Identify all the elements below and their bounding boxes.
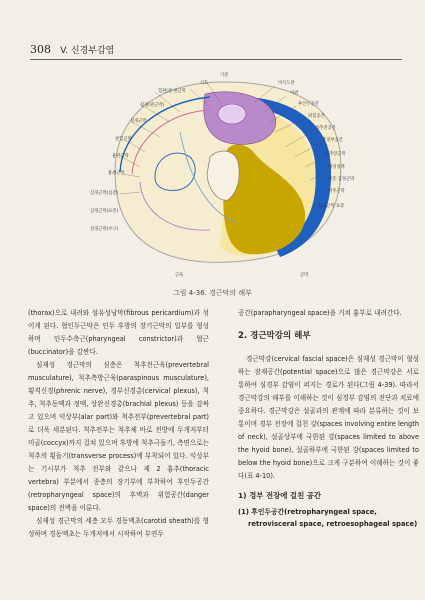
label-bot1: 근육 bbox=[175, 273, 184, 278]
label-right6: 측경부공간 bbox=[322, 138, 343, 143]
label-right5: 척추전공간 bbox=[315, 126, 336, 131]
label-right7: 척추앞근막 bbox=[325, 152, 346, 157]
right-paragraph-top: 공간(parapharyngeal space)을 거쳐 흉부로 내려간다. bbox=[238, 309, 402, 317]
label-right10: 척추근막 bbox=[328, 189, 345, 194]
left-paragraph-2: 심재성 경근막의 심층은 척추전근육(prevertebral musculature), 척추측방근육(paraspinous musculature), 횡격신경(phrenic nerve), 경부신경총(cervical plexus), 척추, 척추동맥과 정맥, 상완신경총(brachial plexus) 등을 감싸고 있으며 익상부(alar part)와 척추전부(prevertebral part)로 더욱 세분된다. 척추전부는 척추체 바로 전방에 두개저부터 미골(coccyx)까지 걸쳐 있으며 후방에 척추극돌기, 측면으로는 척추의 횡돌기(transverse process)에 부착되어 있다. 익상부는 기시부가 척추 전부와 같으나 제 2 흉추(thoracic vertebra) 부분에서 종층의 장기부에 부착하여 후인두공간(retropharyngeal space)의 후벽과 위험공간(danger space)의 전벽을 이룬다. bbox=[28, 361, 209, 512]
section-title: V. 신경부갑염 bbox=[60, 46, 115, 56]
label-left6: 흉쇄근막 bbox=[108, 171, 125, 176]
item-line-1: (1) 후인두공간(retropharyngeal space, bbox=[238, 508, 377, 516]
item-line-2: retrovisceral space, retroesophageal space) bbox=[248, 520, 418, 528]
running-header bbox=[30, 43, 402, 60]
left-paragraph-1: (thorax)으로 내려와 섬유성낭막(fibrous pericardium)과 섞이게 된다. 협인두근막은 인두 후방의 장기근막의 일부를 형성하며 인두수축근(pharyngeal constrictor)과 협근(buccinator)을 감싼다. bbox=[28, 309, 209, 356]
figure-caption: 그림 4-36. 경근막의 해부 bbox=[173, 289, 252, 297]
label-left8: 심경근막(표층) bbox=[90, 209, 119, 214]
label-right4: 위험공간 bbox=[308, 114, 325, 119]
label-right3: 후인두공간 bbox=[298, 102, 319, 107]
right-paragraph-body: 경근막강(cervical fascial space)은 심재성 경근막이 형성하는 잠재공간(potential space)으로 많은 경근막강은 서로 통하여 심경부 감염이 퍼지는 경로가 된다(그림 4-39). 따라서 경근막강의 해부를 이해하는 것이 심경부 감염의 진단과 치료에 중요하다. 경근막강은 설골과의 관계에 따라 분류하는 것이 보통이며 경부 전장에 걸친 강(spaces involving entire length of neck), 설골상부에 국한된 강(spaces limited to above the hyoid bone), 설골하부에 국한된 강(spaces limited to below the hyoid bone)으로 크게 구분하여 이해하는 것이 좋다(표 4-10). bbox=[238, 355, 419, 480]
label-left5: 흉관근막 bbox=[112, 154, 129, 159]
label-top1: 기관 bbox=[220, 73, 229, 78]
label-bot2: 근막 bbox=[300, 273, 309, 278]
label-left9: 설경근막(수구) bbox=[90, 227, 119, 232]
label-right2: 이관 bbox=[290, 91, 299, 96]
label-right9: 천층 심경근막 bbox=[328, 177, 355, 182]
right-column bbox=[238, 307, 419, 530]
section-heading: 2. 경근막강의 해부 bbox=[238, 331, 311, 341]
left-column bbox=[28, 307, 209, 541]
label-left2: 심경(관근막) bbox=[140, 103, 165, 108]
label-right11: 심경근막 표층 bbox=[318, 204, 345, 209]
label-right8: 내경정맥 bbox=[328, 165, 345, 170]
label-left1: 혈관(관 관근막 bbox=[158, 89, 186, 94]
neck-fascia-cross-section bbox=[60, 62, 370, 282]
trachea bbox=[218, 104, 246, 124]
subsection-heading: 1) 경부 전장에 걸친 공간 bbox=[238, 491, 322, 500]
label-left3: 설개근막 bbox=[130, 119, 147, 124]
label-left7: 심경근막(심층) bbox=[90, 191, 119, 196]
left-paragraph-3: 심재성 경근막의 세층 모두 경동맥초(carotid sheath)를 형성하며 경동맥초는 두개저에서 시작하여 부연두 bbox=[28, 517, 209, 538]
anatomy-figure bbox=[60, 62, 370, 282]
label-left4: 관헐근막 bbox=[115, 137, 132, 142]
label-right1: 비식도관 bbox=[278, 81, 295, 86]
label-top2: 식도 bbox=[200, 81, 209, 86]
page-number: 308 bbox=[30, 43, 51, 56]
